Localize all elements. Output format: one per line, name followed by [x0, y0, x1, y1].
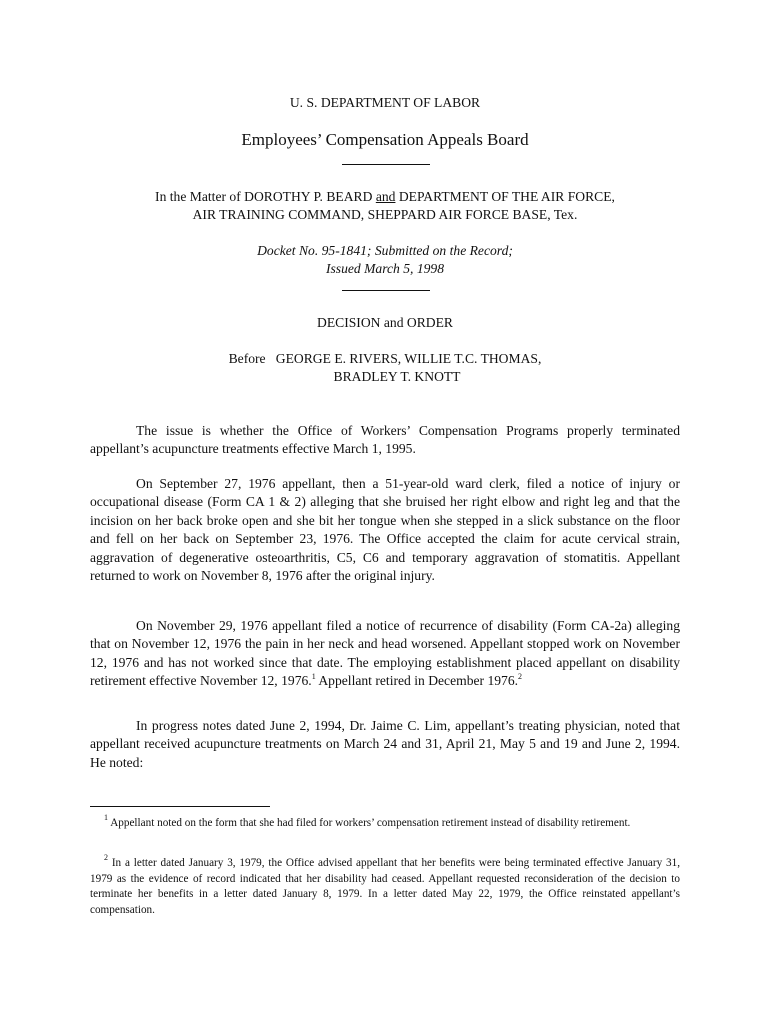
- paragraph-4: [90, 717, 680, 772]
- before-line-2: BRADLEY T. KNOTT: [333, 369, 461, 384]
- footnote-ref-2[interactable]: 2: [518, 672, 523, 682]
- matter-prefix: In the Matter of DOROTHY P. BEARD: [155, 189, 376, 204]
- footnote-1-mark: 1: [104, 813, 108, 822]
- matter-line-2: AIR TRAINING COMMAND, SHEPPARD AIR FORCE BASE, Tex.: [192, 207, 578, 222]
- paragraph-4-text: In progress notes dated June 2, 1994, Dr. Jaime C. Lim, appellant’s treating physician, noted that appellant received acupuncture treatments on March 24 and 31, April 21, May 5 and 19 and June 2, 1994. He noted:: [90, 718, 680, 770]
- footnote-ref-1[interactable]: 1: [311, 672, 316, 682]
- matter-suffix: DEPARTMENT OF THE AIR FORCE,: [395, 189, 615, 204]
- paragraph-3: [90, 617, 680, 691]
- paragraph-3-text-b: Appellant retired in December 1976.: [315, 673, 519, 689]
- footnote-2-mark: 2: [104, 853, 108, 862]
- footnote-1: [90, 813, 680, 832]
- docket-divider: [342, 290, 430, 291]
- matter-line-1: [0, 188, 770, 206]
- board-title: Employees’ Compensation Appeals Board: [241, 130, 529, 149]
- footnote-divider: [90, 806, 270, 807]
- paragraph-3-text-a: On November 29, 1976 appellant filed a notice of recurrence of disability (Form CA-2a) alleging that on November 12, 1976 the pain in her neck and head worsened. Appellant stopped work on November 12, 1976 and has not worked since that date. The employing establishment placed appellant on disability retirement effective November 12, 1976.: [90, 618, 680, 689]
- header-divider: [342, 164, 430, 165]
- department-heading: U. S. DEPARTMENT OF LABOR: [289, 95, 481, 110]
- decision-title: DECISION and ORDER: [317, 315, 453, 330]
- footnote-2: [90, 853, 680, 918]
- paragraph-2: [90, 475, 680, 585]
- matter-and: and: [375, 189, 396, 204]
- paragraph-1-text: The issue is whether the Office of Workers’ Compensation Programs properly terminated appellant’s acupuncture treatments effective March 1, 1995.: [90, 423, 680, 457]
- docket-line-2: Issued March 5, 1998: [325, 261, 445, 276]
- docket-line-1: Docket No. 95-1841; Submitted on the Record;: [257, 243, 513, 258]
- paragraph-2-text: On September 27, 1976 appellant, then a 51-year-old ward clerk, filed a notice of injury or occupational disease (Form CA 1 & 2) alleging that she bruised her right elbow and right leg and that the incision on her back broke open and she bit her tongue when she stepped in a slick substance on the floor and fell on her back on September 23, 1976. The Office accepted the claim for acute cervical strain, aggravation of degenerative osteoarthritis, C5, C6 and temporary aggravation of stomatitis. Appellant returned to work on November 8, 1976 after the original injury.: [90, 476, 680, 584]
- footnote-2-text: In a letter dated January 3, 1979, the Office advised appellant that her benefits were being terminated effective January 31, 1979 as the evidence of record indicated that her disability had ceased. Appellant requested reconsideration of the decision to terminate her benefits in a letter dated January 8, 1979. In a letter dated May 22, 1979, the Office reinstated appellant’s compensation.: [90, 857, 680, 916]
- paragraph-1: [90, 422, 680, 459]
- before-line-1: Before GEORGE E. RIVERS, WILLIE T.C. THOMAS,: [228, 351, 542, 366]
- footnote-1-text: Appellant noted on the form that she had filed for workers’ compensation retirement instead of disability retirement.: [110, 817, 631, 829]
